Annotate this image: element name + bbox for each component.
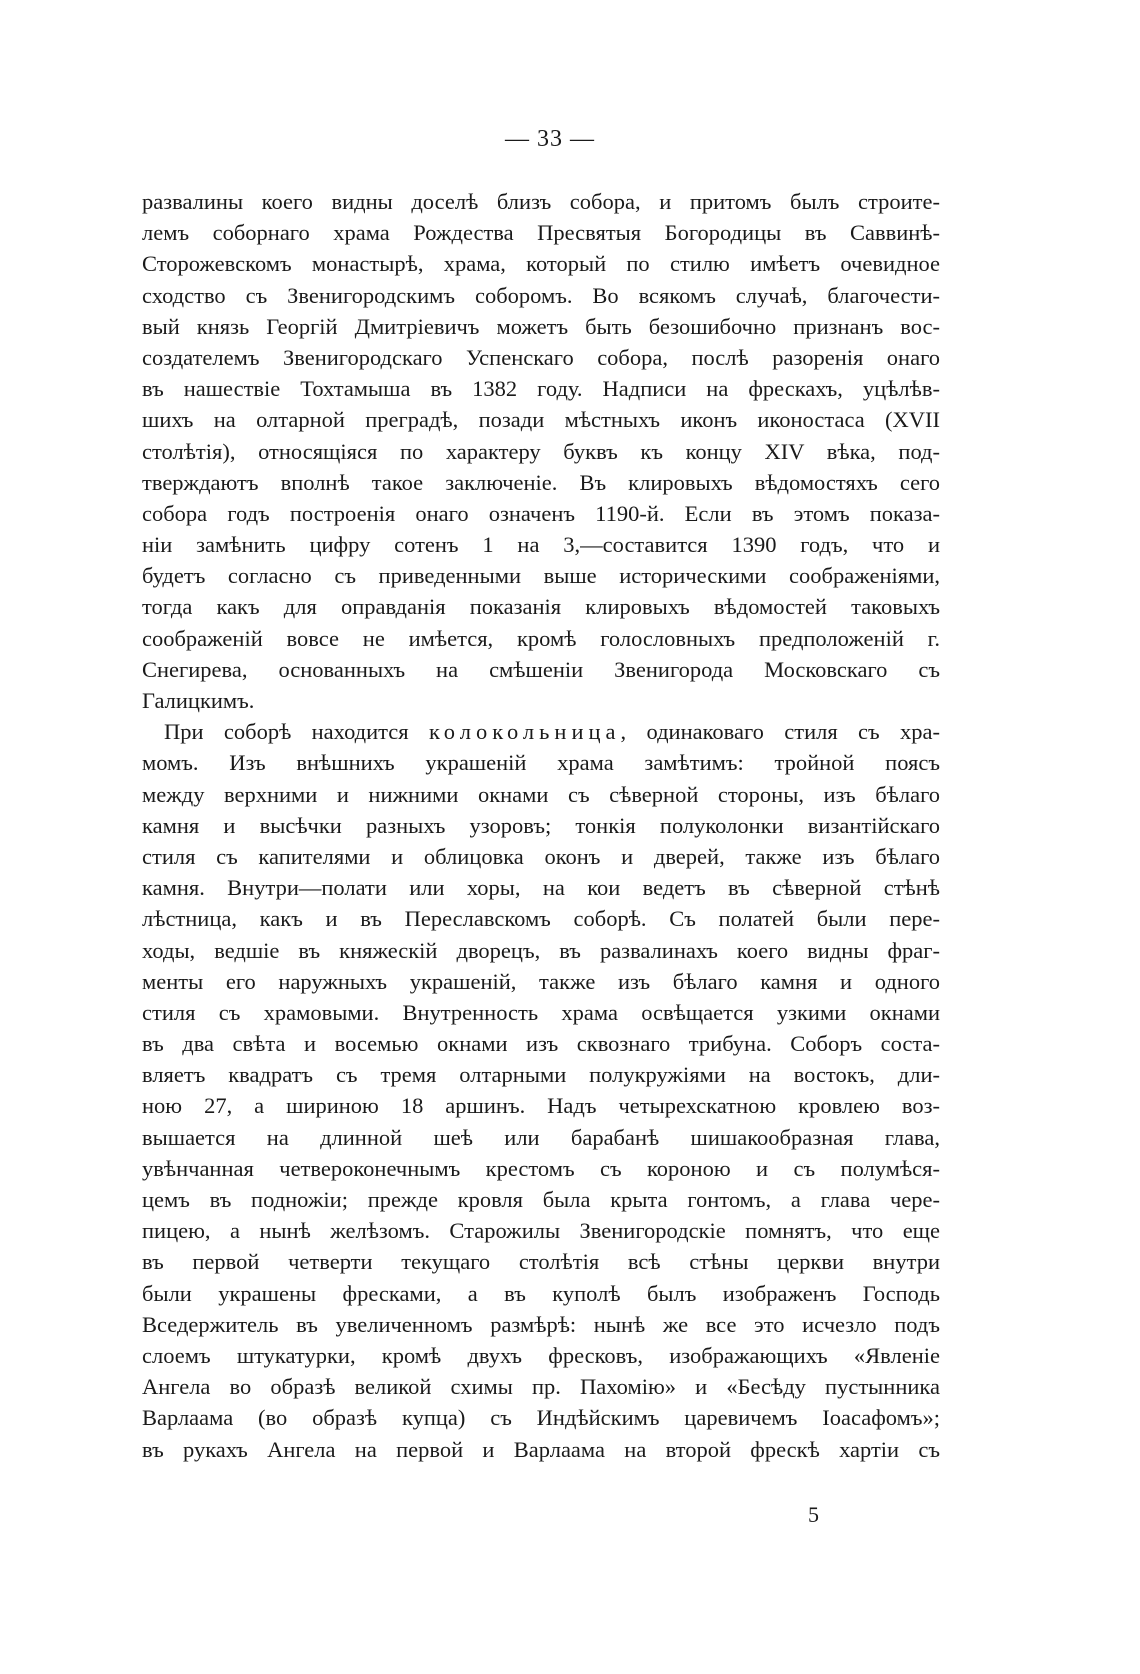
text-line: Снегирева, основанныхъ на смѣшеніи Звенигорода Московскаго съ [142,656,940,682]
text-line: Вседержитель въ увеличенномъ размѣрѣ: нынѣ же все это исчезло подъ [142,1311,940,1337]
text-line: Сторожевскомъ монастырѣ, храма, который по стилю имѣетъ очевидное [142,251,940,277]
text-line: пицею, а нынѣ желѣзомъ. Старожилы Звенигородскіе помнятъ, что еще [142,1218,940,1244]
text-line: въ нашествіе Тохтамыша въ 1382 году. Надписи на фрескахъ, уцѣлѣв- [142,376,940,402]
text-line: Галицкимъ. [142,688,255,713]
text-line: въ первой четверти текущаго столѣтія всѣ стѣны церкви внутри [142,1249,940,1275]
paragraph-1 [142,186,940,716]
text-line: Варлаама (во образѣ купца) съ Индѣйскимъ царевичемъ Іоасафомъ»; [142,1405,940,1431]
body-text [142,186,940,1465]
text-line: менты его наружныхъ украшеній, также изъ бѣлаго камня и одного [142,968,940,994]
text-fragment: При соборѣ находится [164,719,429,745]
text-line: сходство съ Звенигородскимъ соборомъ. Во всякомъ случаѣ, благочести- [142,282,940,308]
text-fragment: , одинаковаго стиля съ хра- [620,719,940,745]
text-line: соображеній вовсе не имѣется, кромѣ голословныхъ предположеній г. [142,625,940,651]
text-line: тогда какъ для оправданія показанія клировыхъ вѣдомостей таковыхъ [142,594,940,620]
signature-mark: 5 [808,1502,819,1527]
text-line: слоемъ штукатурки, кромѣ двухъ фресковъ, изображающихъ «Явленіе [142,1342,940,1368]
text-line: цемъ въ подножіи; прежде кровля была крыта гонтомъ, а глава чере- [142,1187,940,1212]
text-line: ніи замѣнить цифру сотенъ 1 на 3,—составится 1390 годъ, что и [142,532,940,558]
text-line: вый князь Георгій Дмитріевичъ можетъ быть безошибочно признанъ вос- [142,313,940,339]
text-line: вляетъ квадратъ съ тремя олтарными полукружіями на востокъ, дли- [142,1062,940,1088]
text-line: стиля съ капителями и облицовка оконъ и дверей, также изъ бѣлаго [142,843,940,869]
text-line: собора годъ построенія онаго означенъ 1190-й. Если въ этомъ показа- [142,500,940,526]
text-line: шихъ на олтарной преградѣ, позади мѣстныхъ иконъ иконостаса (XVII [142,407,940,433]
paragraph-2 [142,716,940,1465]
text-line: ходы, ведшіе въ княжескій дворецъ, въ развалинахъ коего видны фраг- [142,937,940,963]
text-line: лѣстница, какъ и въ Переславскомъ соборѣ. Съ полатей были пере- [142,906,940,932]
text-line: создателемъ Звенигородскаго Успенскаго собора, послѣ разоренія онаго [142,344,940,370]
text-line: камня. Внутри—полати или хоры, на кои ведетъ въ сѣверной стѣнѣ [142,875,940,901]
emphasized-word: колокольница [428,719,621,745]
text-line: тверждаютъ вполнѣ такое заключеніе. Въ клировыхъ вѣдомостяхъ сего [142,469,940,495]
text-line: въ рукахъ Ангела на первой и Варлаама на второй фрескѣ хартіи съ [142,1436,940,1462]
text-line: развалины коего видны доселѣ близъ собора, и притомъ былъ строите- [142,189,940,214]
text-line: лемъ соборнаго храма Рождества Пресвятыя Богородицы въ Саввинѣ- [142,220,940,246]
text-line: столѣтія), относящіяся по характеру буквъ къ концу XIV вѣка, под- [142,438,940,464]
text-line: Ангела во образѣ великой схимы пр. Пахомію» и «Бесѣду пустынника [142,1374,940,1400]
text-line: увѣнчанная четвероконечнымъ крестомъ съ короною и съ полумѣся- [142,1155,940,1181]
text-line: между верхними и нижними окнами съ сѣверной стороны, изъ бѣлаго [142,781,940,807]
page-number: — 33 — [505,126,595,152]
text-line [142,716,940,747]
text-line: будетъ согласно съ приведенными выше историческими соображеніями, [142,563,940,589]
text-line: вышается на длинной шеѣ или барабанѣ шишакообразная глава, [142,1124,940,1150]
text-line: были украшены фресками, а въ куполѣ былъ изображенъ Господь [142,1280,940,1306]
text-line: стиля съ храмовыми. Внутренность храма освѣщается узкими окнами [142,999,940,1025]
text-line: ною 27, а шириною 18 аршинъ. Надъ четырехскатною кровлею воз- [142,1093,940,1119]
text-line: въ два свѣта и восемью окнами изъ сквознаго трибуна. Соборъ соста- [142,1031,940,1057]
text-line: камня и высѣчки разныхъ узоровъ; тонкія полуколонки византійскаго [142,812,940,838]
text-line: момъ. Изъ внѣшнихъ украшеній храма замѣтимъ: тройной поясъ [142,750,940,776]
